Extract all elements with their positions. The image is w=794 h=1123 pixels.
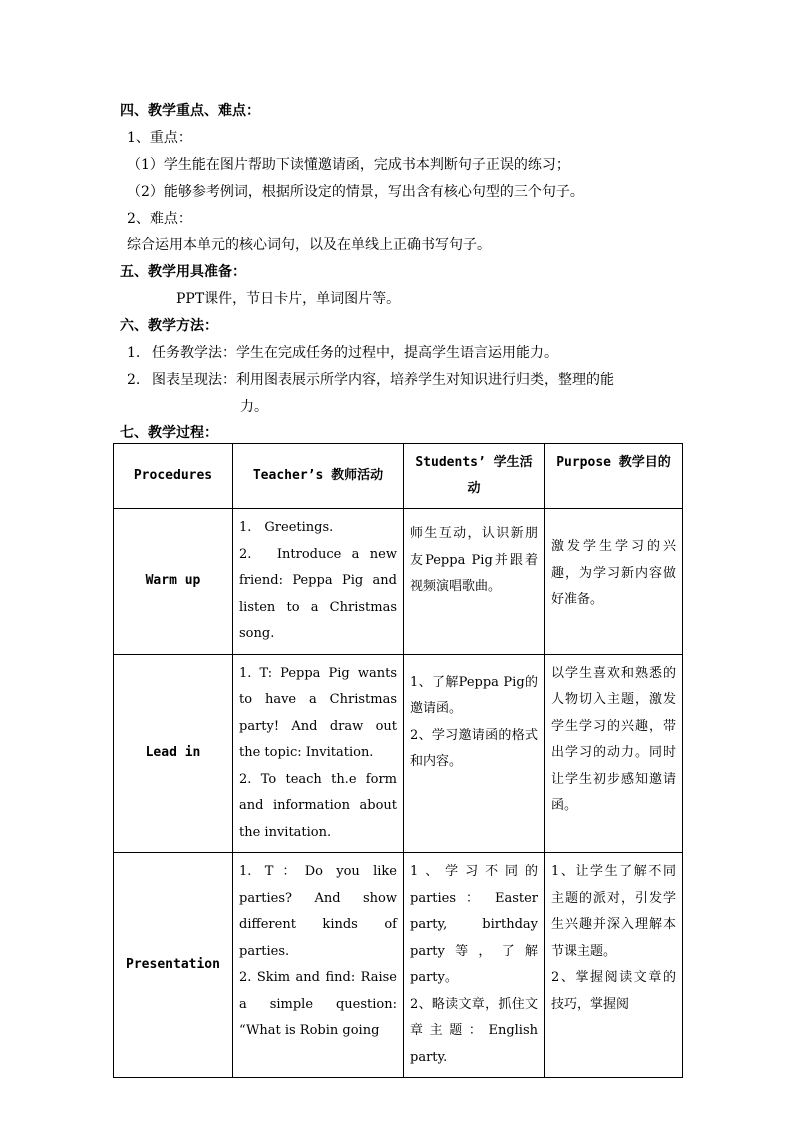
difficulty-label: 2、难点： (127, 211, 192, 227)
method-1-number: 1. (127, 345, 141, 361)
header-students: Students’ 学生活动 (404, 444, 545, 509)
student-activity-warm-up: 师生互动，认识新朋友Peppa Pig并跟着视频演唱歌曲。 (404, 509, 545, 655)
key-point-2: （2）能够参考例词，根据所设定的情景，写出含有核心句型的三个句子。 (127, 184, 584, 200)
section6-title: 六、教学方法： (120, 318, 218, 334)
section5-title: 五、教学用具准备： (120, 264, 246, 280)
method-2-text: 图表呈现法：利用图表展示所学内容，培养学生对知识进行归类，整理的能 (152, 372, 614, 388)
procedure-presentation: Presentation (114, 853, 233, 1078)
table-row (114, 654, 683, 853)
materials-text: PPT课件，节日卡片，单词图片等。 (176, 291, 401, 307)
teacher-activity-presentation: 1. T：Do you like parties? And show different kinds of parties. 2. Skim and find: Raise a simple question: “What is Robin going (233, 853, 404, 1078)
purpose-lead-in: 以学生喜欢和熟悉的人物切入主题，激发学生学习的兴趣，带出学习的动力。同时让学生初步感知邀请函。 (545, 654, 683, 853)
table-header-row (114, 444, 683, 509)
teacher-activity-warm-up: 1. Greetings. 2. Introduce a new friend: Peppa Pig and listen to a Christmas song. (233, 509, 404, 655)
table-row (114, 853, 683, 1078)
header-purpose: Purpose 教学目的 (545, 444, 683, 509)
purpose-warm-up: 激发学生学习的兴趣，为学习新内容做好准备。 (545, 509, 683, 655)
table-row (114, 509, 683, 655)
method-2-number: 2. (127, 372, 141, 388)
teacher-activity-lead-in: 1. T: Peppa Pig wants to have a Christmas party! And draw out the topic: Invitation. 2. To teach th.e form and information about the invitation. (233, 654, 404, 853)
purpose-presentation: 1、让学生了解不同主题的派对，引发学生兴趣并深入理解本节课主题。 2、掌握阅读文章的技巧，掌握阅 (545, 853, 683, 1078)
student-activity-lead-in: 1、了解Peppa Pig的邀请函。 2、学习邀请函的格式和内容。 (404, 654, 545, 853)
procedure-table (113, 443, 683, 1078)
method-2-continuation: 力。 (240, 399, 268, 415)
method-1-text: 任务教学法：学生在完成任务的过程中，提高学生语言运用能力。 (152, 345, 558, 361)
key-point-1: （1）学生能在图片帮助下读懂邀请函，完成书本判断句子正误的练习； (127, 157, 570, 173)
section7-title: 七、教学过程： (120, 425, 218, 441)
procedure-lead-in: Lead in (114, 654, 233, 853)
header-teacher: Teacher’s 教师活动 (233, 444, 404, 509)
difficulty-text: 综合运用本单元的核心词句，以及在单线上正确书写句子。 (127, 237, 491, 253)
section4-title: 四、教学重点、难点： (120, 103, 260, 119)
key-points-label: 1、重点： (127, 130, 192, 146)
student-activity-presentation: 1、学习不同的parties ： Easter party, birthday party等，了解party。 2、略读文章，抓住文章主题：English party. (404, 853, 545, 1078)
procedure-warm-up: Warm up (114, 509, 233, 655)
header-procedures: Procedures (114, 444, 233, 509)
